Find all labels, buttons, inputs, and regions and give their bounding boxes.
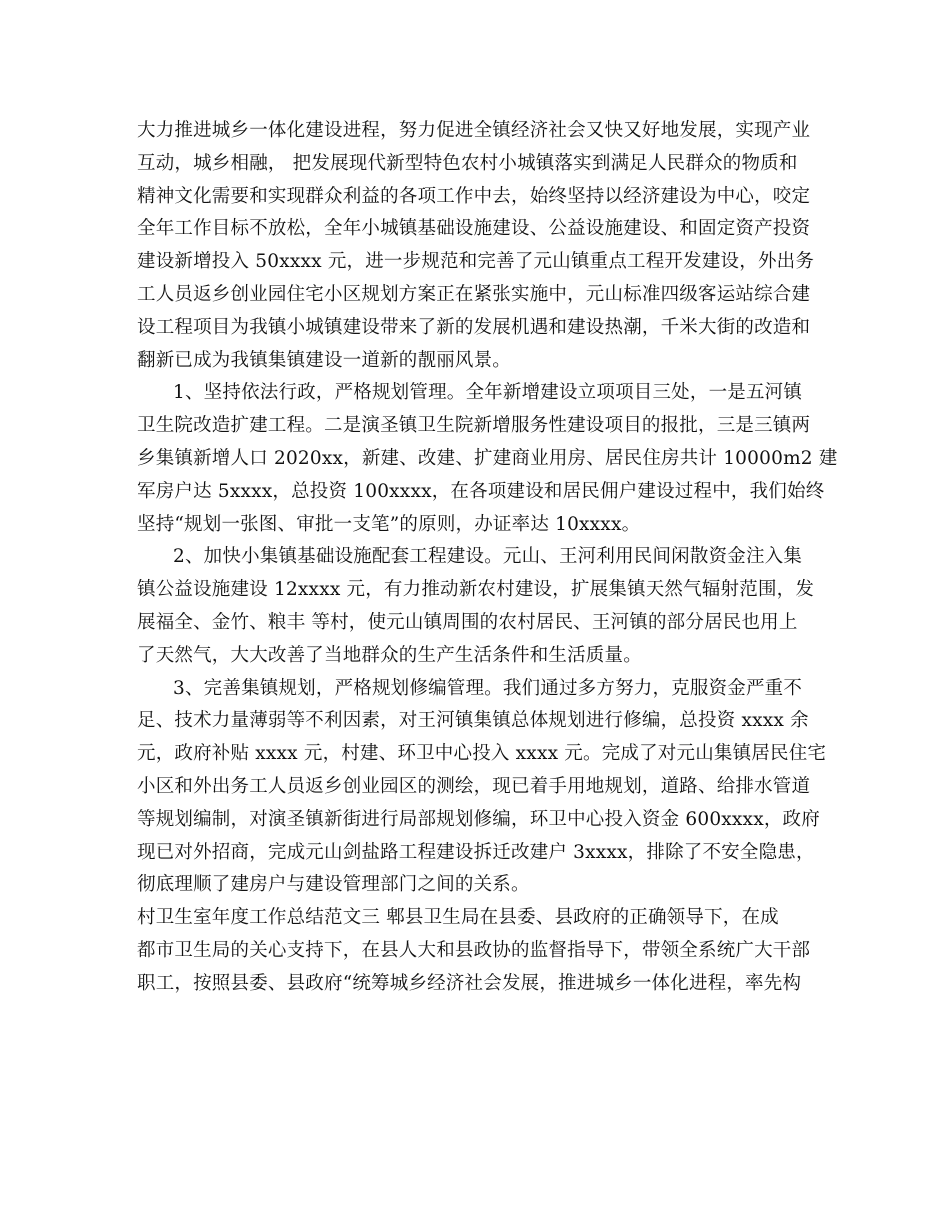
paragraph-3-line-3: 元，政府补贴 xxxx 元，村建、环卫中心投入 xxxx 元。完成了对元山集镇居民住宅 xyxy=(137,743,827,765)
paragraph-2-line-2: 镇公益设施建设 12xxxx 元，有力推动新农村建设，扩展集镇天然气辐射范围，发 xyxy=(137,579,815,601)
paragraph-2-line-3: 展福全、金竹、粮丰 等村，使元山镇周围的农村居民、王河镇的部分居民也用上 xyxy=(137,611,798,633)
paragraph-3-line-4: 小区和外出务工人员返乡创业园区的测绘，现已着手用地规划，道路、给排水管道 xyxy=(137,775,811,797)
text-line-5: 建设新增投入 50xxxx 元，进一步规范和完善了元山镇重点工程开发建设，外出务 xyxy=(137,251,815,273)
text-line-1: 大力推进城乡一体化建设进程，努力促进全镇经济社会又快又好地发展，实现产业 xyxy=(137,120,811,141)
paragraph-1-line-5: 坚持“规划一张图、审批一支笔”的原则，办证率达 10xxxx。 xyxy=(137,513,641,535)
paragraph-1-line-2: 卫生院改造扩建工程。二是演圣镇卫生院新增服务性建设项目的报批，三是三镇两 xyxy=(137,415,811,437)
paragraph-3-line-7: 彻底理顺了建房户与建设管理部门之间的关系。 xyxy=(137,874,530,896)
paragraph-2-line-1: 2、加快小集镇基础设施配套工程建设。元山、王河利用民间闲散资金注入集 xyxy=(173,546,803,568)
paragraph-1-line-1: 1、坚持依法行政，严格规划管理。全年新增建设立项项目三处，一是五河镇 xyxy=(173,382,803,404)
text-line-2: 互动，城乡相融， 把发展现代新型特色农村小城镇落实到满足人民群众的物质和 xyxy=(137,152,798,174)
paragraph-3-line-2: 足、技术力量薄弱等不利因素，对王河镇集镇总体规划进行修编，总投资 xxxx 余 xyxy=(137,710,809,732)
paragraph-3-line-1: 3、完善集镇规划，严格规划修编管理。我们通过多方努力，克服资金严重不 xyxy=(173,677,803,699)
section-line-3: 职工，按照县委、县政府“统筹城乡经济社会发展，推进城乡一体化进程，率先构 xyxy=(137,972,802,994)
text-line-7: 设工程项目为我镇小城镇建设带来了新的发展机遇和建设热潮，千米大街的改造和 xyxy=(137,316,811,338)
document-body xyxy=(137,115,838,1001)
text-line-8: 翻新已成为我镇集镇建设一道新的靓丽风景。 xyxy=(137,349,512,371)
paragraph-3-line-5: 等规划编制，对演圣镇新街进行局部规划修编，环卫中心投入资金 600xxxx，政府 xyxy=(137,808,820,830)
text-line-3: 精神文化需要和实现群众利益的各项工作中去，始终坚持以经济建设为中心，咬定 xyxy=(137,185,811,207)
paragraph-1-line-3: 乡集镇新增人口 2020xx，新建、改建、扩建商业用房、居民住房共计 10000m2 建 xyxy=(137,447,838,469)
text-line-6: 工人员返乡创业园住宅小区规划方案正在紧张实施中，元山标准四级客运站综合建 xyxy=(137,283,811,305)
section-heading-line: 村卫生室年度工作总结范文三 郫县卫生局在县委、县政府的正确领导下，在成 xyxy=(137,907,779,929)
paragraph-3-line-6: 现已对外招商，完成元山剑盐路工程建设拆迁改建户 3xxxx，排除了不安全隐患， xyxy=(137,841,815,863)
paragraph-1-line-4: 军房户达 5xxxx，总投资 100xxxx，在各项建设和居民佣户建设过程中，我们始终 xyxy=(137,480,825,502)
section-line-2: 都市卫生局的关心支持下，在县人大和县政协的监督指导下，带领全系统广大干部 xyxy=(137,939,811,961)
paragraph-2-line-4: 了天然气，大大改善了当地群众的生产生活条件和生活质量。 xyxy=(137,644,642,666)
text-line-4: 全年工作目标不放松，全年小城镇基础设施建设、公益设施建设、和固定资产投资 xyxy=(137,218,811,240)
